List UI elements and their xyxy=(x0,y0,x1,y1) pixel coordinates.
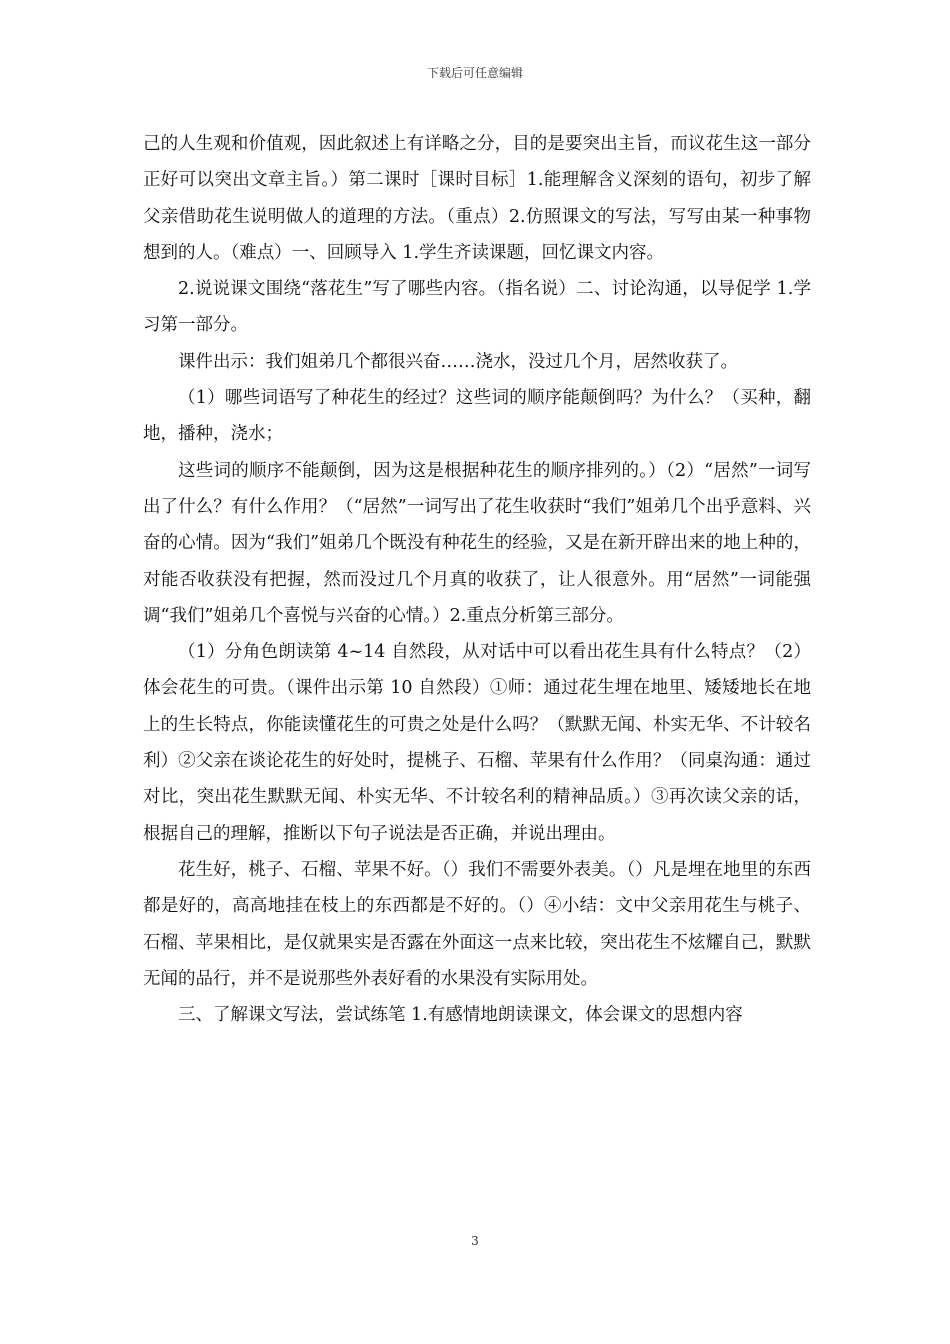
page-header: 下载后可任意编辑 xyxy=(426,66,523,80)
paragraph: 花生好，桃子、石榴、苹果不好。（）我们不需要外表美。（）凡是埋在地里的东西都是好的，高高地挂在枝上的东西都是不好的。（）④小结：文中父亲用花生与桃子、石榴、苹果相比，是仅就果实是否露在外面这一点来比较，突出花生不炫耀自己，默默无闻的品行，并不是说那些外表好看的水果没有实际用处。 xyxy=(143,859,811,989)
paragraph: 2.说说课文围绕“落花生”写了哪些内容。（指名说）二、讨论沟通，以导促学 1.学习第一部分。 xyxy=(143,279,811,336)
paragraph: （1）分角色朗读第 4~14 自然段，从对话中可以看出花生具有什么特点？（2）体会花生的可贵。（课件出示第 10 自然段）①师：通过花生埋在地里、矮矮地长在地上的生长特点，你能读懂花生的可贵之处是什么吗？（默默无闻、朴实无华、不计较名利）②父亲在谈论花生的好处时，提桃子、石榴、苹果有什么作用？（同桌沟通：通过对比，突出花生默默无闻、朴实无华、不计较名利的精神品质。）③再次读父亲的话，根据自己的理解，推断以下句子说法是否正确，并说出理由。 xyxy=(143,642,811,844)
document-body xyxy=(143,126,811,1033)
paragraph: （1）哪些词语写了种花生的经过？这些词的顺序能颠倒吗？为什么？（买种，翻地，播种，浇水； xyxy=(143,388,811,445)
paragraph: 己的人生观和价值观，因此叙述上有详略之分，目的是要突出主旨，而议花生这一部分正好可以突出文章主旨。）第二课时［课时目标］1.能理解含义深刻的语句，初步了解父亲借助花生说明做人的道理的方法。（重点）2.仿照课文的写法，写写由某一种事物想到的人。（难点）一、回顾导入 1.学生齐读课题，回忆课文内容。 xyxy=(143,134,811,263)
paragraph: 这些词的顺序不能颠倒，因为这是根据种花生的顺序排列的。）（2）“居然”一词写出了什么？有什么作用？（“居然”一词写出了花生收获时“我们”姐弟几个出乎意料、兴奋的心情。因为“我们”姐弟几个既没有种花生的经验，又是在新开辟出来的地上种的，对能否收获没有把握，然而没过几个月真的收获了，让人很意外。用“居然”一词能强调“我们”姐弟几个喜悦与兴奋的心情。）2.重点分析第三部分。 xyxy=(143,460,811,626)
paragraph: 三、了解课文写法，尝试练笔 1.有感情地朗读课文，体会课文的思想内容 xyxy=(178,1005,743,1026)
paragraph: 课件出示：我们姐弟几个都很兴奋……浇水，没过几个月，居然收获了。 xyxy=(178,351,738,372)
page-number: 3 xyxy=(471,1234,479,1248)
